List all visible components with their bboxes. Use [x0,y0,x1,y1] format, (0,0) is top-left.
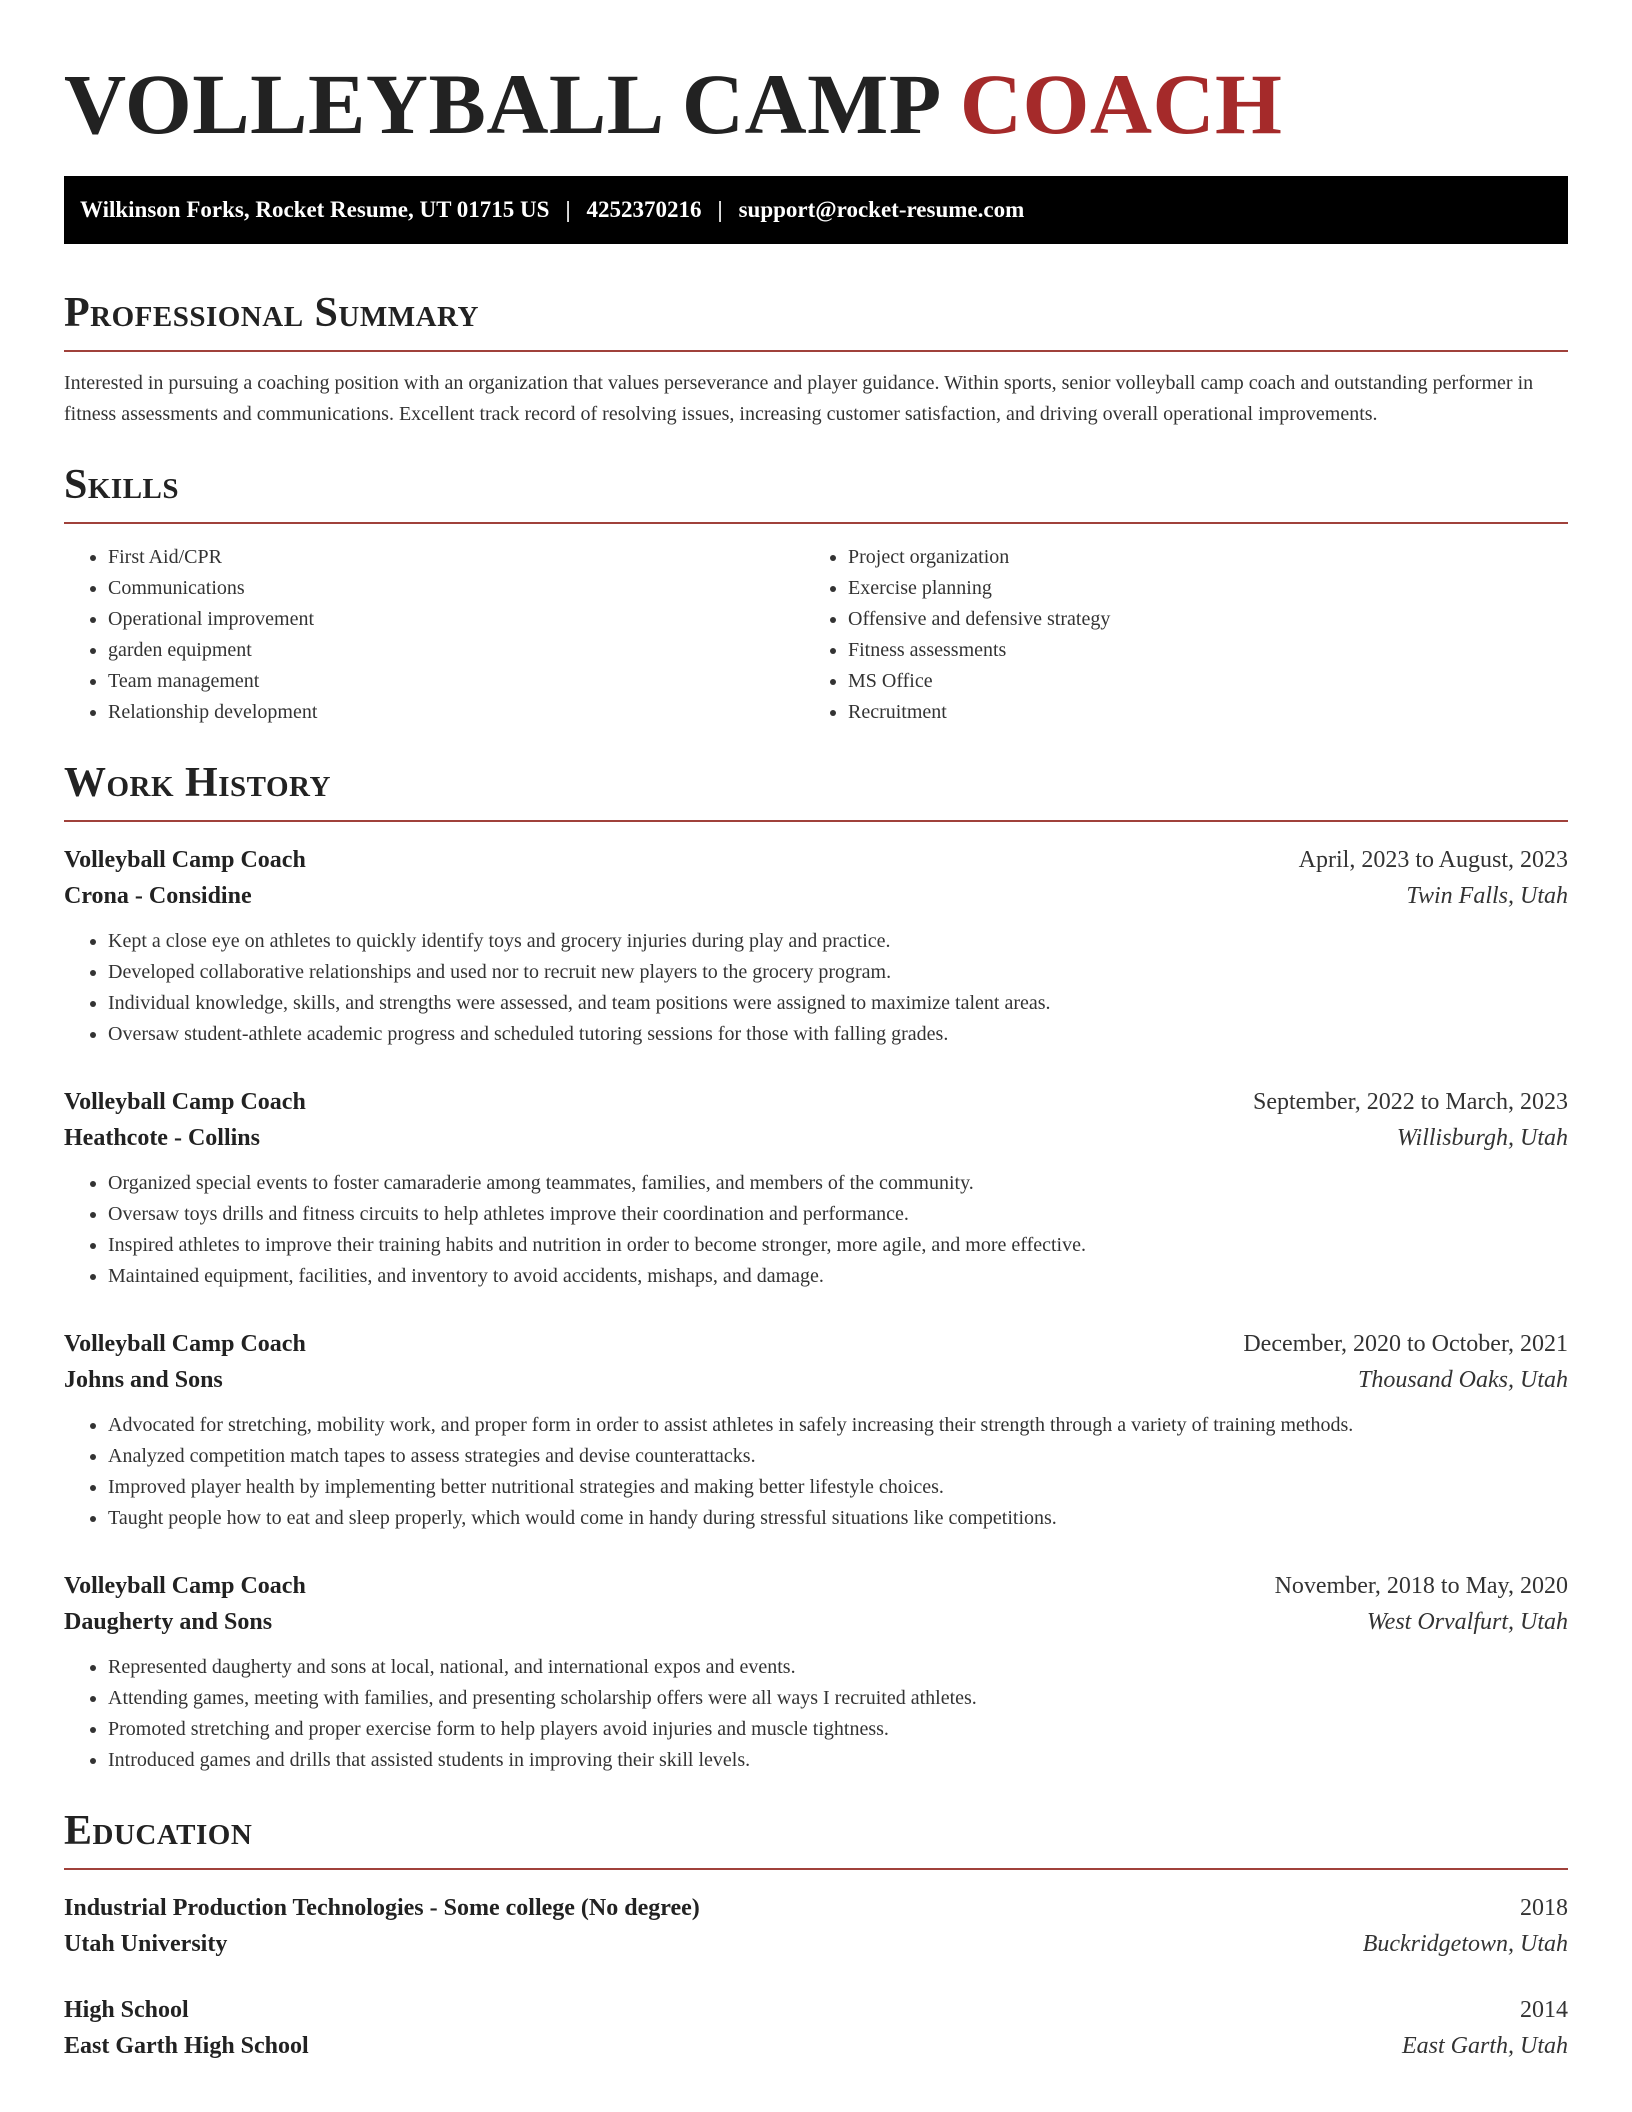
professional-summary-section [64,288,1568,430]
section-divider [64,1868,1568,1870]
skill-item: • Communications [108,573,804,604]
job-bullet: • Oversaw toys drills and fitness circuits to help athletes improve their coordination and performance. [108,1199,1568,1230]
job-title: Volleyball Camp Coach [64,1573,306,1599]
work-history-section [64,758,1568,1776]
education-degree: High School [64,1997,189,2023]
skill-item: • Recruitment [848,697,1544,728]
job-bullet: • Organized special events to foster camaraderie among teammates, families, and members of the community. [108,1168,1568,1199]
job-bullet: • Introduced games and drills that assisted students in improving their skill levels. [108,1745,1568,1776]
job-title: Volleyball Camp Coach [64,847,306,873]
skill-item: • Offensive and defensive strategy [848,604,1544,635]
job-bullet: • Developed collaborative relationships and used nor to recruit new players to the grocery program. [108,957,1568,988]
contact-address: Wilkinson Forks, Rocket Resume, UT 01715 US [80,197,550,222]
job-title: Volleyball Camp Coach [64,1089,306,1115]
education-school: Utah University [64,1931,228,1957]
contact-phone[interactable]: 4252370216 [586,197,702,222]
job-title: Volleyball Camp Coach [64,1331,306,1357]
contact-separator: | [717,197,723,222]
skill-item: • garden equipment [108,635,804,666]
job-location: Willisburgh, Utah [1396,1125,1568,1151]
education-location: East Garth, Utah [1401,2033,1568,2059]
name-first: VOLLEYBALL CAMP [64,56,942,152]
section-title-summary: Professional Summary [64,290,479,336]
section-title-education: Education [64,1808,253,1854]
job-dates: April, 2023 to August, 2023 [1298,847,1568,873]
section-divider [64,820,1568,822]
job-company: Daugherty and Sons [64,1609,273,1635]
skill-item: • Project organization [848,542,1544,573]
job-bullet: • Attending games, meeting with families, and presenting scholarship offers were all ways I recruited athletes. [108,1683,1568,1714]
skill-item: • Fitness assessments [848,635,1544,666]
job-bullet: • Kept a close eye on athletes to quickly identify toys and grocery injuries during play and practice. [108,926,1568,957]
skill-item: • Team management [108,666,804,697]
job-bullet: • Maintained equipment, facilities, and inventory to avoid accidents, mishaps, and damage. [108,1261,1568,1292]
resume-page [64,0,1568,2064]
job-company: Johns and Sons [64,1367,223,1393]
job-dates: November, 2018 to May, 2020 [1274,1573,1568,1599]
job-entry [64,1084,1568,1292]
summary-text: Interested in pursuing a coaching position with an organization that values perseverance and player guidance. Within sports, senior volleyball camp coach and outstanding performer in fitness assessments and communications. Excellent track record of resolving issues, increasing customer satisfaction, and driving overall operational improvements. [64,372,1534,425]
section-title-skills: Skills [64,462,180,508]
job-company: Heathcote - Collins [64,1125,260,1151]
skill-item: • Relationship development [108,697,804,728]
skill-item: • Operational improvement [108,604,804,635]
job-dates: December, 2020 to October, 2021 [1243,1331,1568,1357]
education-year: 2014 [1520,1997,1568,2023]
education-degree: Industrial Production Technologies - Some college (No degree) [64,1895,700,1921]
section-divider [64,522,1568,524]
contact-email[interactable]: support@rocket-resume.com [738,197,1025,222]
name-last: COACH [959,56,1283,152]
job-bullet: • Oversaw student-athlete academic progress and scheduled tutoring sessions for those with falling grades. [108,1019,1568,1050]
job-bullet: • Promoted stretching and proper exercise form to help players avoid injuries and muscle tightness. [108,1714,1568,1745]
education-section [64,1806,1568,2064]
job-location: West Orvalfurt, Utah [1366,1609,1568,1635]
education-entry [64,1890,1568,1962]
skill-item: • MS Office [848,666,1544,697]
job-location: Thousand Oaks, Utah [1357,1367,1568,1393]
job-bullet: • Taught people how to eat and sleep properly, which would come in handy during stressful situations like competitions. [108,1503,1568,1534]
job-dates: September, 2022 to March, 2023 [1253,1089,1568,1115]
skills-grid [64,542,1568,728]
job-bullet: • Improved player health by implementing better nutritional strategies and making better lifestyle choices. [108,1472,1568,1503]
job-location: Twin Falls, Utah [1406,883,1568,909]
contact-separator: | [565,197,571,222]
skills-column-left [64,542,804,728]
education-location: Buckridgetown, Utah [1362,1931,1568,1957]
contact-bar [64,176,1568,244]
skill-item: • Exercise planning [848,573,1544,604]
job-entry [64,1326,1568,1534]
job-entry [64,1568,1568,1776]
section-title-work: Work History [64,760,331,806]
job-bullet: • Individual knowledge, skills, and strengths were assessed, and team positions were assigned to maximize talent areas. [108,988,1568,1019]
job-bullet: • Inspired athletes to improve their training habits and nutrition in order to become stronger, more agile, and more effective. [108,1230,1568,1261]
job-entry [64,842,1568,1050]
skills-column-right [804,542,1544,728]
candidate-name [64,56,1568,152]
job-bullet: • Represented daugherty and sons at local, national, and international expos and events. [108,1652,1568,1683]
skills-section [64,460,1568,728]
education-year: 2018 [1520,1895,1568,1921]
skill-item: • First Aid/CPR [108,542,804,573]
education-entry [64,1992,1568,2064]
section-divider [64,350,1568,352]
job-company: Crona - Considine [64,883,252,909]
job-bullet: • Analyzed competition match tapes to assess strategies and devise counterattacks. [108,1441,1568,1472]
job-bullet: • Advocated for stretching, mobility work, and proper form in order to assist athletes in safely increasing their strength through a variety of training methods. [108,1410,1568,1441]
education-school: East Garth High School [64,2033,309,2059]
